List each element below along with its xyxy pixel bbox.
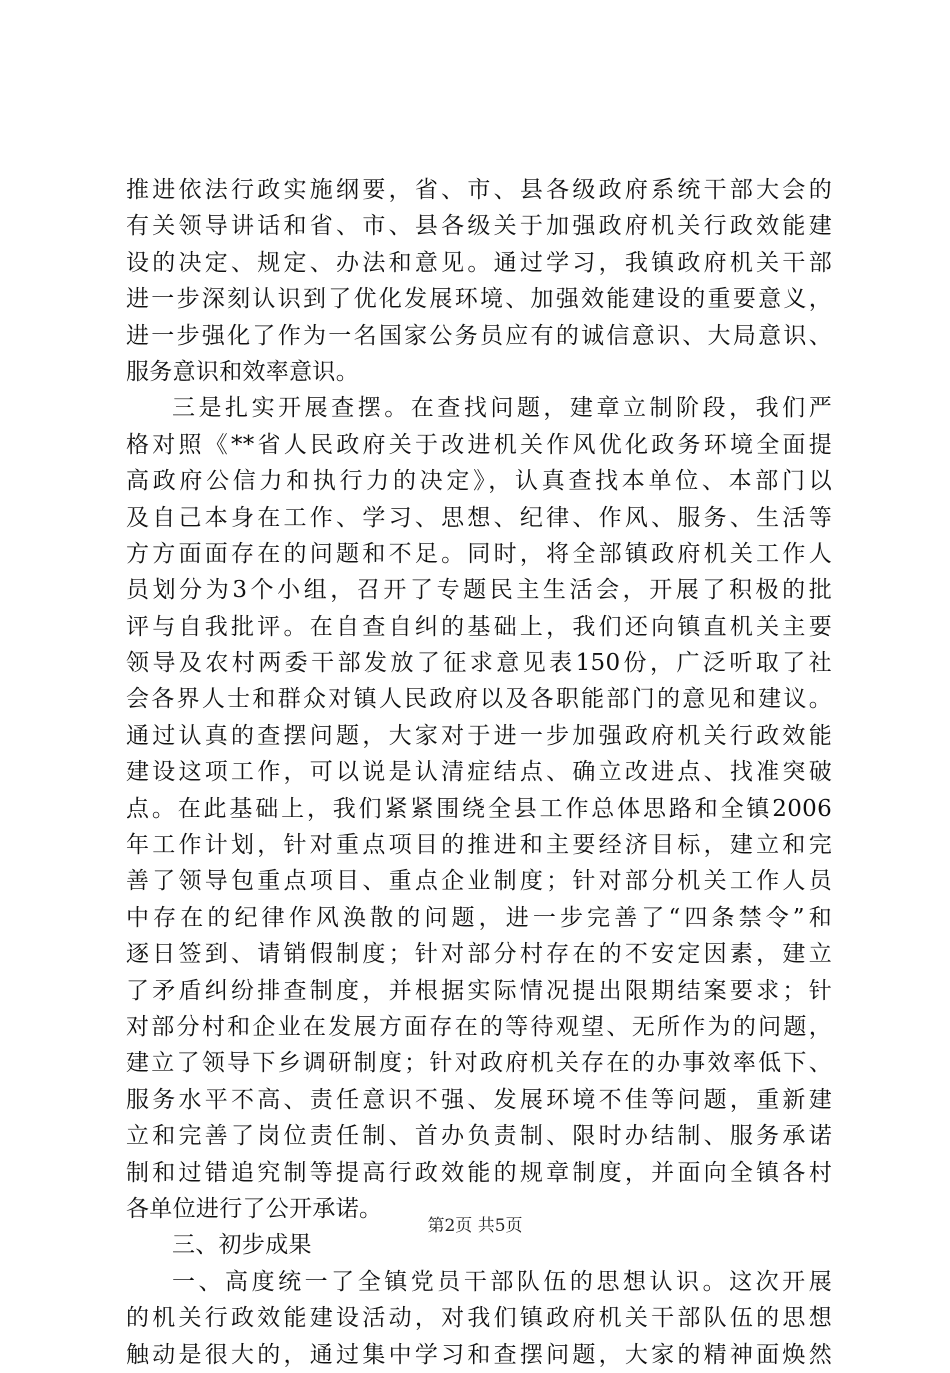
text-line: 的机关行政效能建设活动，对我们镇政府机关干部队伍的思想 [126,1305,832,1332]
text-line: 一、高度统一了全镇党员干部队伍的思想认识。这次开展 [172,1268,832,1295]
text-line: 善了领导包重点项目、重点企业制度；针对部分机关工作人员 [126,868,832,895]
text-line: 制和过错追究制等提高行政效能的规章制度，并面向全镇各村 [126,1159,832,1186]
text-line: 通过认真的查摆问题，大家对于进一步加强政府机关行政效能 [126,722,832,749]
text-line: 对部分村和企业在发展方面存在的等待观望、无所作为的问题， [126,1013,832,1040]
text-line: 三、初步成果 [172,1232,312,1259]
text-line: 方方面面存在的问题和不足。同时，将全部镇政府机关工作人 [126,540,832,567]
text-line: 建设这项工作，可以说是认清症结点、确立改进点、找准突破 [126,759,832,786]
text-line: 逐日签到、请销假制度；针对部分村存在的不安定因素，建立 [126,941,832,968]
text-line: 推进依法行政实施纲要，省、市、县各级政府系统干部大会的 [126,177,832,203]
text-line: 立和完善了岗位责任制、首办负责制、限时办结制、服务承诺 [126,1123,832,1150]
text-line: 员划分为3个小组，召开了专题民主生活会，开展了积极的批 [126,577,832,604]
text-line: 点。在此基础上，我们紧紧围绕全县工作总体思路和全镇2006 [126,795,832,822]
page-footer: 第2页 共5页 [427,1216,523,1236]
text-line: 设的决定、规定、办法和意见。通过学习，我镇政府机关干部 [126,249,832,276]
text-line: 服务水平不高、责任意识不强、发展环境不佳等问题，重新建 [126,1086,832,1113]
text-line: 评与自我批评。在自查自纠的基础上，我们还向镇直机关主要 [126,613,832,640]
text-line: 三是扎实开展查摆。在查找问题，建章立制阶段，我们严 [172,395,832,422]
text-line: 高政府公信力和执行力的决定》，认真查找本单位、本部门以 [126,468,832,495]
text-line: 进一步深刻认识到了优化发展环境、加强效能建设的重要意义， [126,286,832,313]
text-line: 领导及农村两委干部发放了征求意见表150份，广泛听取了社 [126,650,832,677]
text-line: 会各界人士和群众对镇人民政府以及各职能部门的意见和建议。 [126,686,832,713]
text-line: 年工作计划，针对重点项目的推进和主要经济目标，建立和完 [126,832,832,859]
text-line: 各单位进行了公开承诺。 [126,1195,383,1222]
text-line: 服务意识和效率意识。 [126,358,359,385]
text-line: 触动是很大的，通过集中学习和查摆问题，大家的精神面焕然 [126,1341,832,1368]
document-body [126,172,832,1373]
text-line: 格对照《**省人民政府关于改进机关作风优化政务环境全面提 [126,431,832,458]
text-line: 了矛盾纠纷排查制度，并根据实际情况提出限期结案要求；针 [126,977,832,1004]
text-line: 中存在的纪律作风涣散的问题，进一步完善了“四条禁令”和 [126,904,832,931]
text-line: 及自己本身在工作、学习、思想、纪律、作风、服务、生活等 [126,504,832,531]
text-line: 建立了领导下乡调研制度；针对政府机关存在的办事效率低下、 [126,1050,832,1077]
text-line: 有关领导讲话和省、市、县各级关于加强政府机关行政效能建 [126,213,832,240]
text-line: 进一步强化了作为一名国家公务员应有的诚信意识、大局意识、 [126,322,832,349]
